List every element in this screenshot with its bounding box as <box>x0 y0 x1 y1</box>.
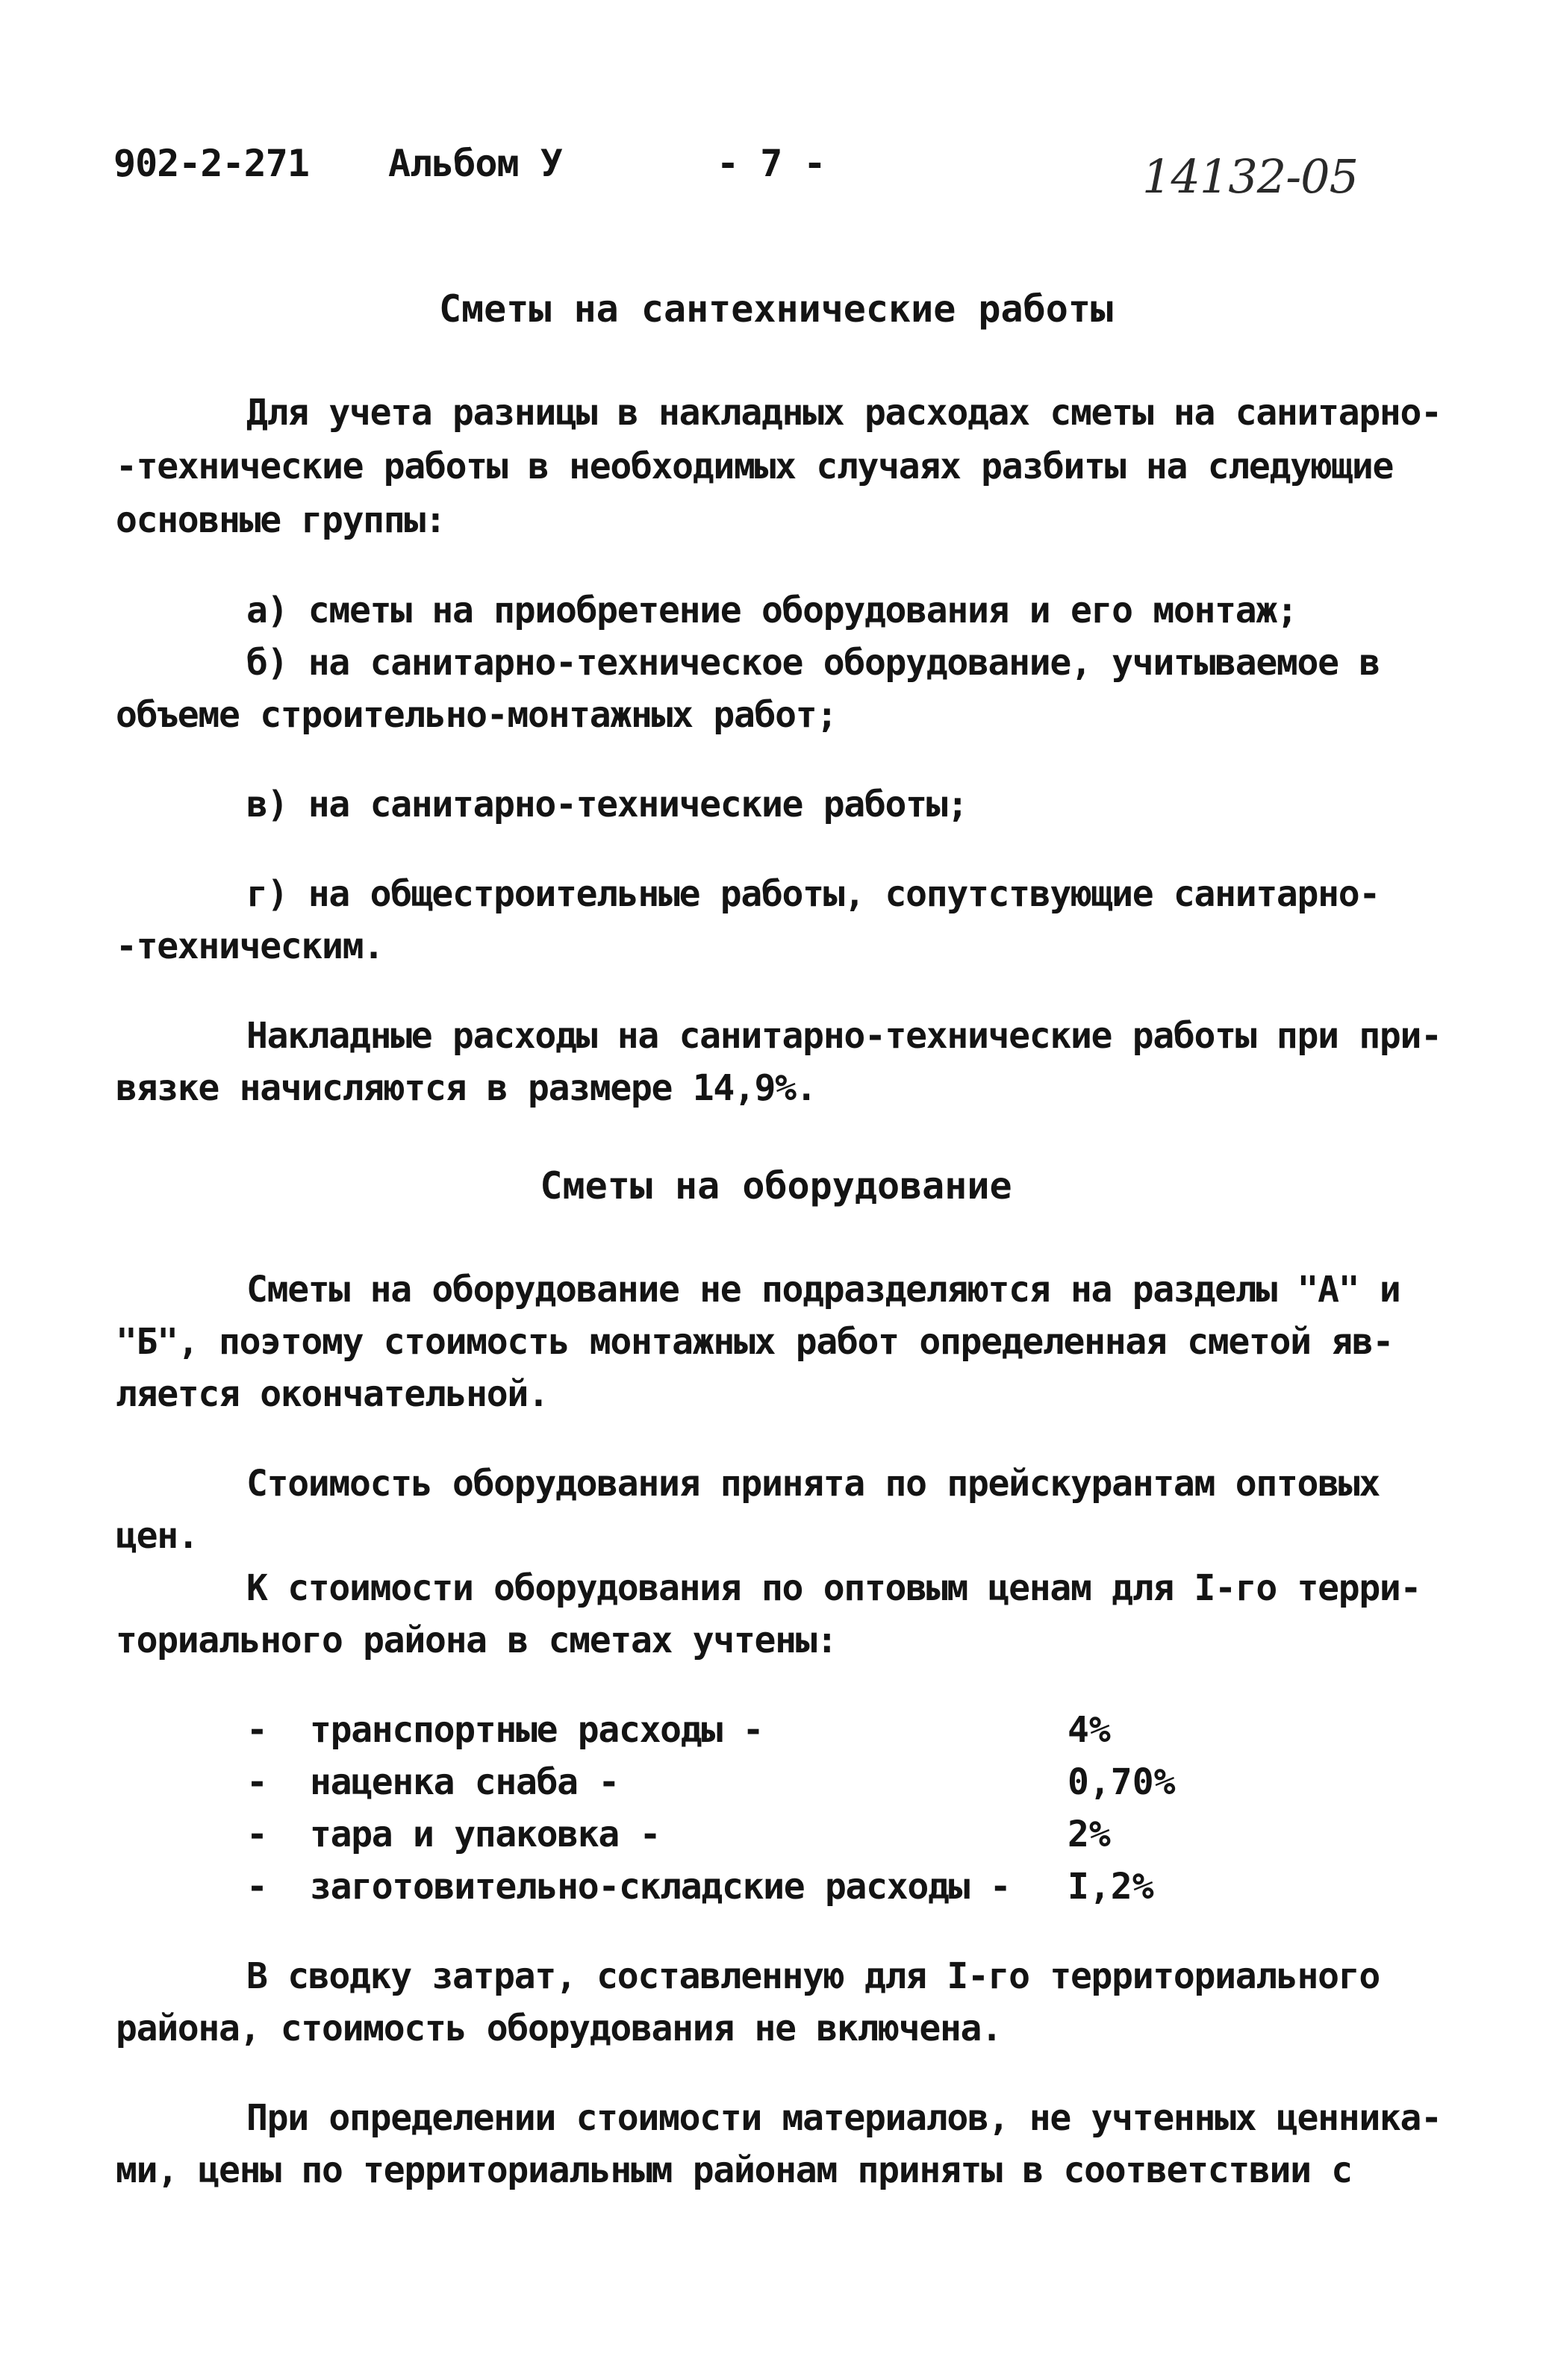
bullet-dash: - <box>246 1814 268 1855</box>
bullet-dash: - <box>246 1709 268 1751</box>
list-item: г) на общестроительные работы, сопутствующие санитарно- <box>246 873 1380 915</box>
list-item: -техническим. <box>116 925 384 967</box>
cost-item-value: I,2% <box>1068 1866 1154 1908</box>
paragraph-line: района, стоимость оборудования не включена. <box>116 2008 1002 2049</box>
paragraph-line: Сметы на оборудование не подразделяются на разделы "А" и <box>246 1269 1400 1311</box>
cost-item-label: тара и упаковка - <box>310 1814 661 1855</box>
bullet-dash: - <box>246 1866 268 1908</box>
cost-item-value: 2% <box>1068 1814 1111 1855</box>
paragraph-line: Накладные расходы на санитарно-технические работы при при- <box>246 1015 1442 1057</box>
paragraph-line: вязке начисляются в размере 14,9%. <box>116 1067 817 1109</box>
cost-item-label: заготовительно-складские расходы - <box>310 1866 1011 1908</box>
paragraph-line: основные группы: <box>116 499 446 541</box>
paragraph-line: цен. <box>116 1515 199 1557</box>
paragraph-line: В сводку затрат, составленную для I-го территориального <box>246 1955 1380 1997</box>
paragraph-line: При определении стоимости материалов, не учтенных ценника- <box>246 2097 1442 2139</box>
handwritten-number: 14132-05 <box>1142 149 1359 204</box>
paragraph-line: ми, цены по территориальным районам приняты в соответствии с <box>116 2149 1352 2191</box>
paragraph-line: -технические работы в необходимых случаях разбиты на следующие <box>116 446 1394 487</box>
paragraph-line: К стоимости оборудования по оптовым ценам для I-го терри- <box>246 1567 1421 1609</box>
cost-item-label: транспортные расходы - <box>310 1709 764 1751</box>
document-code: 902-2-271 <box>113 142 309 185</box>
paragraph-line: Стоимость оборудования принята по прейскурантам оптовых <box>246 1463 1380 1505</box>
list-item: объеме строительно-монтажных работ; <box>116 694 837 736</box>
paragraph-line: ториального района в сметах учтены: <box>116 1620 837 1661</box>
paragraph-line: Для учета разницы в накладных расходах сметы на санитарно- <box>246 392 1442 434</box>
cost-item-label: наценка снаба - <box>310 1761 619 1803</box>
list-item: б) на санитарно-техническое оборудование, учитываемое в <box>246 642 1380 684</box>
page-number: - 7 - <box>717 142 826 185</box>
list-item: в) на санитарно-технические работы; <box>246 784 967 825</box>
section-title-equipment: Сметы на оборудование <box>540 1164 1012 1208</box>
bullet-dash: - <box>246 1761 268 1803</box>
paragraph-line: "Б", поэтому стоимость монтажных работ определенная сметой яв- <box>116 1321 1394 1363</box>
paragraph-line: ляется окончательной. <box>116 1373 549 1415</box>
album-label: Альбом У <box>388 142 562 185</box>
cost-item-value: 0,70% <box>1068 1761 1176 1803</box>
cost-item-value: 4% <box>1068 1709 1111 1751</box>
list-item: а) сметы на приобретение оборудования и его монтаж; <box>246 590 1297 631</box>
section-title-plumbing: Сметы на сантехнические работы <box>438 287 1114 331</box>
